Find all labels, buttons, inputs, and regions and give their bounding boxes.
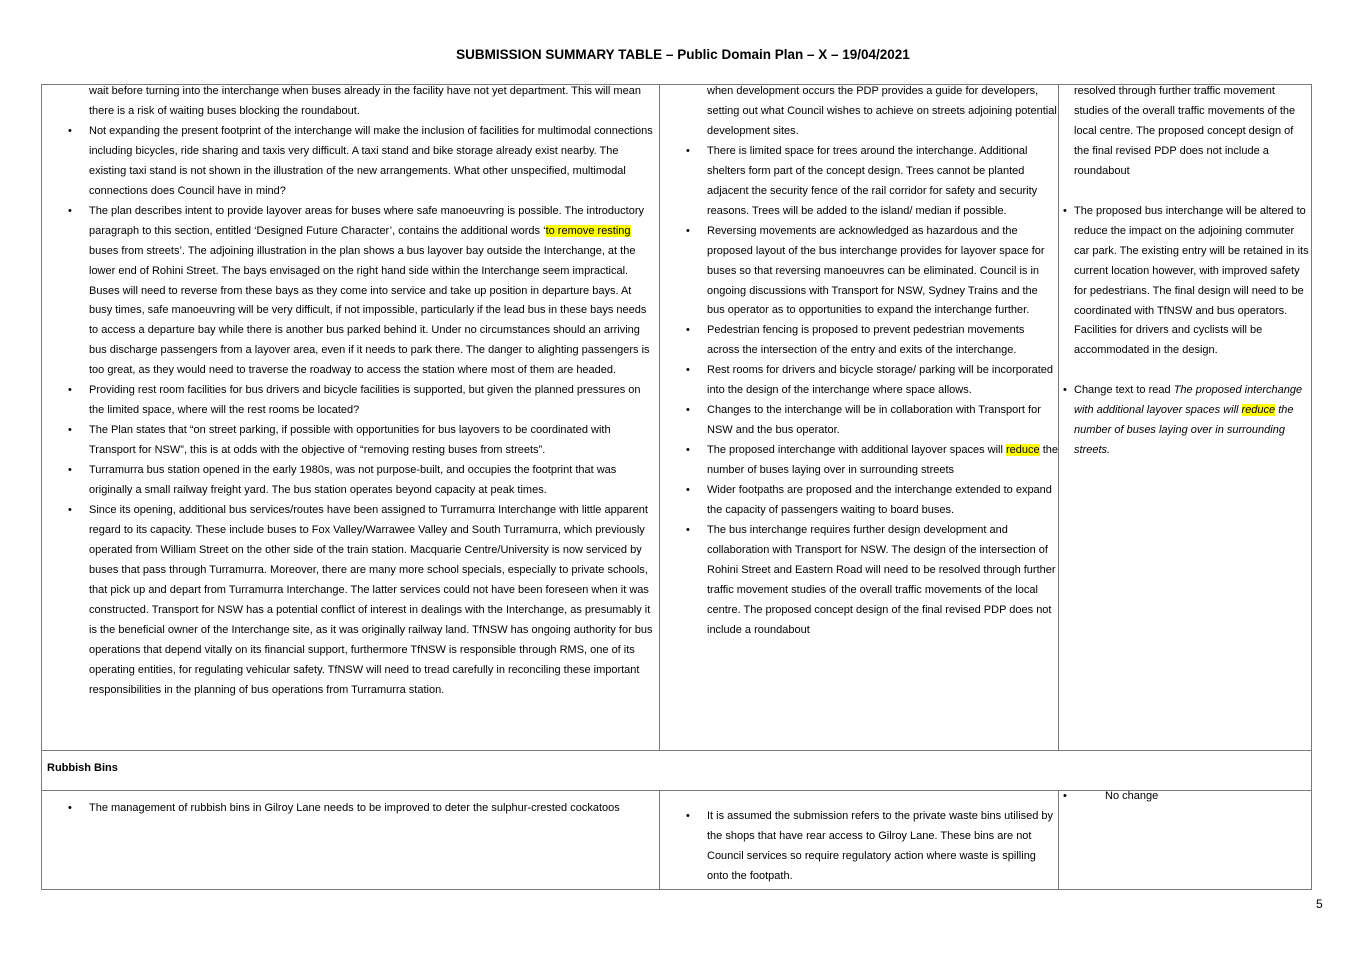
list-item: • No change [1059,787,1311,807]
continued-text: wait before turning into the interchange when buses already in the facility have not yet department. This will mean there is a risk of waiting buses blocking the roundabout. [89,85,641,117]
continued-text: resolved through further traffic movement studies of the overall traffic movements of the local centre. The proposed concept design of the final revised PDP does not include a roundabout [1074,85,1296,177]
highlighted-text: to remove resting [545,224,631,237]
list-item: • Turramurra bus station opened in the early 1980s, was not purpose-built, and occupies the footprint that was originally a small railway freight yard. The bus station operates beyond capacity at peak times. [42,461,654,501]
submission-cell [42,82,654,701]
list-item: • The bus interchange requires further design development and collaboration with Transport for NSW. The design of the intersection of Rohini Street and Eastern Road will need to be resolved through further traffic movement studies of the overall traffic movements of the local centre. The proposed concept design of the final revised PDP does not include a roundabout [660,521,1058,641]
text-run: the number of buses laying over in surrounding streets [707,444,1059,477]
outcome-cell [1059,82,1311,461]
list-item: • Wider footpaths are proposed and the interchange extended to expand the capacity of passengers waiting to board buses. [660,481,1058,521]
list-item: • Providing rest room facilities for bus drivers and bicycle facilities is supported, but given the planned pressures on the limited space, where will the rest rooms be located? [42,381,654,421]
list-item: • The management of rubbish bins in Gilroy Lane needs to be improved to deter the sulphur-crested cockatoos [42,799,654,819]
continued-text: when development occurs the PDP provides a guide for developers, setting out what Council wishes to achieve on streets adjoining potential development sites. [707,85,1057,137]
text-run: Change text to read [1074,384,1174,397]
list-item: • Pedestrian fencing is proposed to prevent pedestrian movements across the intersection of the entry and exits of the interchange. [660,321,1058,361]
text-run: The proposed interchange with additional layover spaces will [707,444,1007,457]
list-item [660,441,1058,481]
list-item: • There is limited space for trees around the interchange. Additional shelters form part of the concept design. Trees cannot be planted adjacent the security fence of the rail corridor for safety and security reasons. Trees will be added to the island/ median if possible. [660,142,1058,222]
list-item: • Not expanding the present footprint of the interchange will make the inclusion of facilities for multimodal connections including bicycles, ride sharing and taxis very difficult. A taxi stand and bike storage already exist nearby. The existing taxi stand is not shown in the illustration of the new arrangements. What other unspecified, multimodal connections does Council have in mind? [42,122,654,202]
highlighted-text: reduce [1241,404,1276,417]
outcome-cell [1059,787,1311,807]
italic-text: the number of buses laying over in surrounding streets. [1074,404,1294,457]
section-title: Rubbish Bins [47,762,118,774]
response-cell [660,82,1058,641]
list-item: • It is assumed the submission refers to the private waste bins utilised by the shops that have rear access to Gilroy Lane. These bins are not Council services so require regulatory action where waste is spilling onto the footpath. [660,807,1058,887]
highlighted-text: reduce [1006,444,1040,457]
section-header-row [41,750,1312,791]
list-item: • The Plan states that “on street parking, if possible with opportunities for bus layovers to be coordinated with Transport for NSW”, this is at odds with the objective of “removing resting buses from streets”. [42,421,654,461]
list-item [42,202,654,382]
page-number: 5 [1316,897,1323,911]
list-item: • Changes to the interchange will be in collaboration with Transport for NSW and the bus operator. [660,401,1058,441]
list-item: • Since its opening, additional bus services/routes have been assigned to Turramurra Interchange with little apparent regard to its capacity. These include buses to Fox Valley/Warrawee Valley and South Turramurra, which previously operated from William Street on the other side of the train station. Macquarie Centre/University is now serviced by buses that pass through Turramurra. Moreover, there are many more school specials, especially to private schools, that pick up and depart from Turramurra Interchange. The latter services could not have been foreseen when it was constructed. Transport for NSW has a potential conflict of interest in dealings with the Interchange, as presumably it is the beneficial owner of the Interchange site, as it was originally railway land. TfNSW has ongoing authority for bus operations that depend vitally on its financial support, furthermore TfNSW is responsible through RMS, one of its operating entities, for regulating vehicular safety. TfNSW will need to tread carefully in reconciling these important responsibilities in the planning of bus operations from Turramurra station. [42,501,654,701]
submission-cell [42,799,654,819]
list-item: • Rest rooms for drivers and bicycle storage/ parking will be incorporated into the design of the interchange where space allows. [660,361,1058,401]
list-item [1059,381,1311,461]
list-item: • The proposed bus interchange will be altered to reduce the impact on the adjoining commuter car park. The existing entry will be retained in its current location however, with improved safety for pedestrians. The final design will need to be coordinated with TfNSW and bus operators. Facilities for drivers and cyclists will be accommodated in the design. [1059,202,1311,362]
text-run: The plan describes intent to provide layover areas for buses where safe manoeuvring is possible. The introductory paragraph to this section, entitled ‘Designed Future Character’, contains the additional words ‘ [89,204,644,237]
list-item: • Reversing movements are acknowledged as hazardous and the proposed layout of the bus interchange provides for layover space for buses so that reversing manoeuvres can be eliminated. Council is in ongoing discussions with Transport for NSW, Sydney Trains and the bus operator as to opportunities to expand the interchange further. [660,222,1058,322]
page-title: SUBMISSION SUMMARY TABLE – Public Domain Plan – X – 19/04/2021 [456,47,910,62]
text-run: buses from streets’. The adjoining illustration in the plan shows a bus layover bay outside the Interchange, at the lower end of Rohini Street. The bays envisaged on the right hand side within the Interchange seem impractical. Buses will need to reverse from these bays as they come into service and take up position in departure bays. At busy times, safe manoeuvring will be very difficult, if not impossible, particularly if the lead bus in these bays needs to access a departure bay while there is another bus parked behind it. Under no circumstances should an arriving bus discharge passengers from a layover area, even if it needs to park there. The danger to alighting passengers is too great, as they would need to traverse the roadway to access the station where most of them are headed. [89,244,650,377]
response-cell [660,807,1058,887]
italic-text: The proposed interchange with additional layover spaces will [1074,384,1303,417]
